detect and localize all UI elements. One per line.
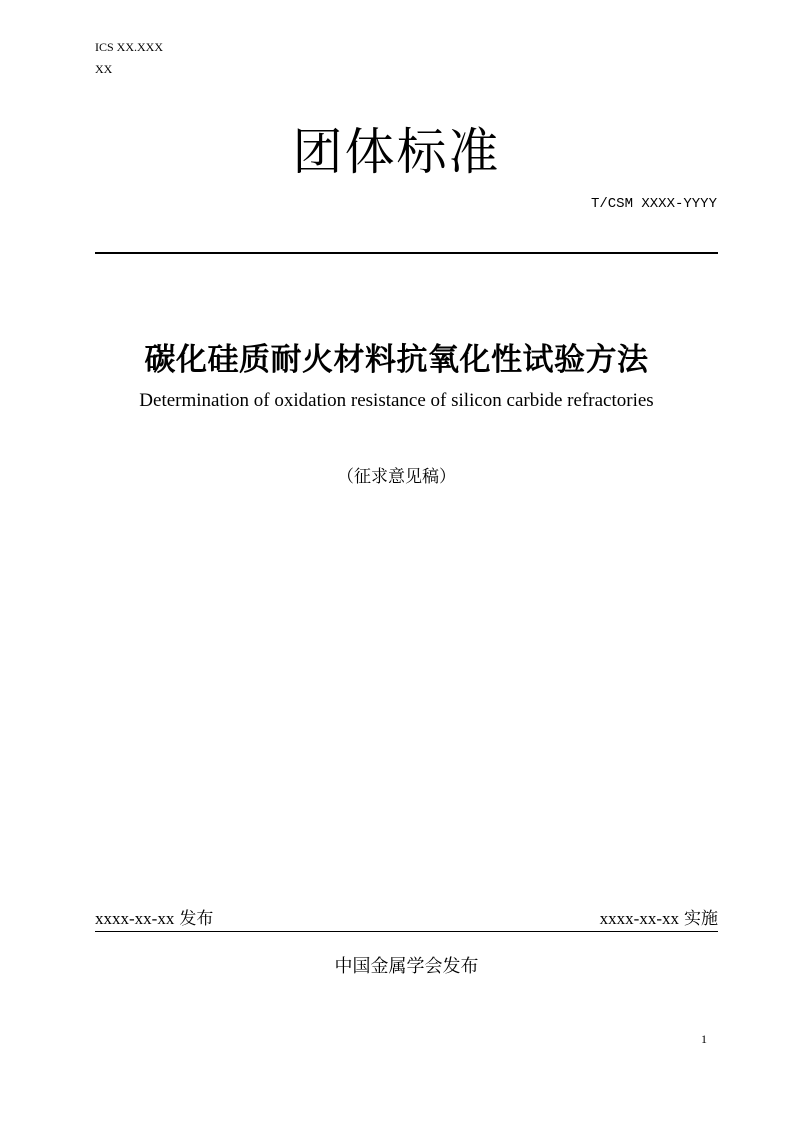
draft-status: （征求意见稿） <box>337 467 456 487</box>
issuer: 中国金属学会发布 <box>334 956 479 977</box>
page-number: 1 <box>701 1032 707 1046</box>
implement-date-group <box>600 904 718 929</box>
standard-type-heading: 团体标准 <box>292 123 501 181</box>
publish-date-group <box>95 904 213 929</box>
implement-label: 实施 <box>684 909 718 929</box>
classification-code: XX <box>95 62 113 76</box>
document-title-chinese: 碳化硅质耐火材料抗氧化性试验方法 <box>144 342 649 378</box>
publish-date: xxxx-xx-xx <box>95 909 175 928</box>
publish-label: 发布 <box>179 909 214 929</box>
implement-date: xxxx-xx-xx <box>599 909 679 928</box>
date-row <box>95 904 718 932</box>
ics-code: ICS XX.XXX <box>95 40 164 54</box>
document-title-english: Determination of oxidation resistance of silicon carbide refractories <box>139 390 654 411</box>
header-divider <box>95 252 718 254</box>
standard-number: T/CSM XXXX-YYYY <box>590 196 717 212</box>
